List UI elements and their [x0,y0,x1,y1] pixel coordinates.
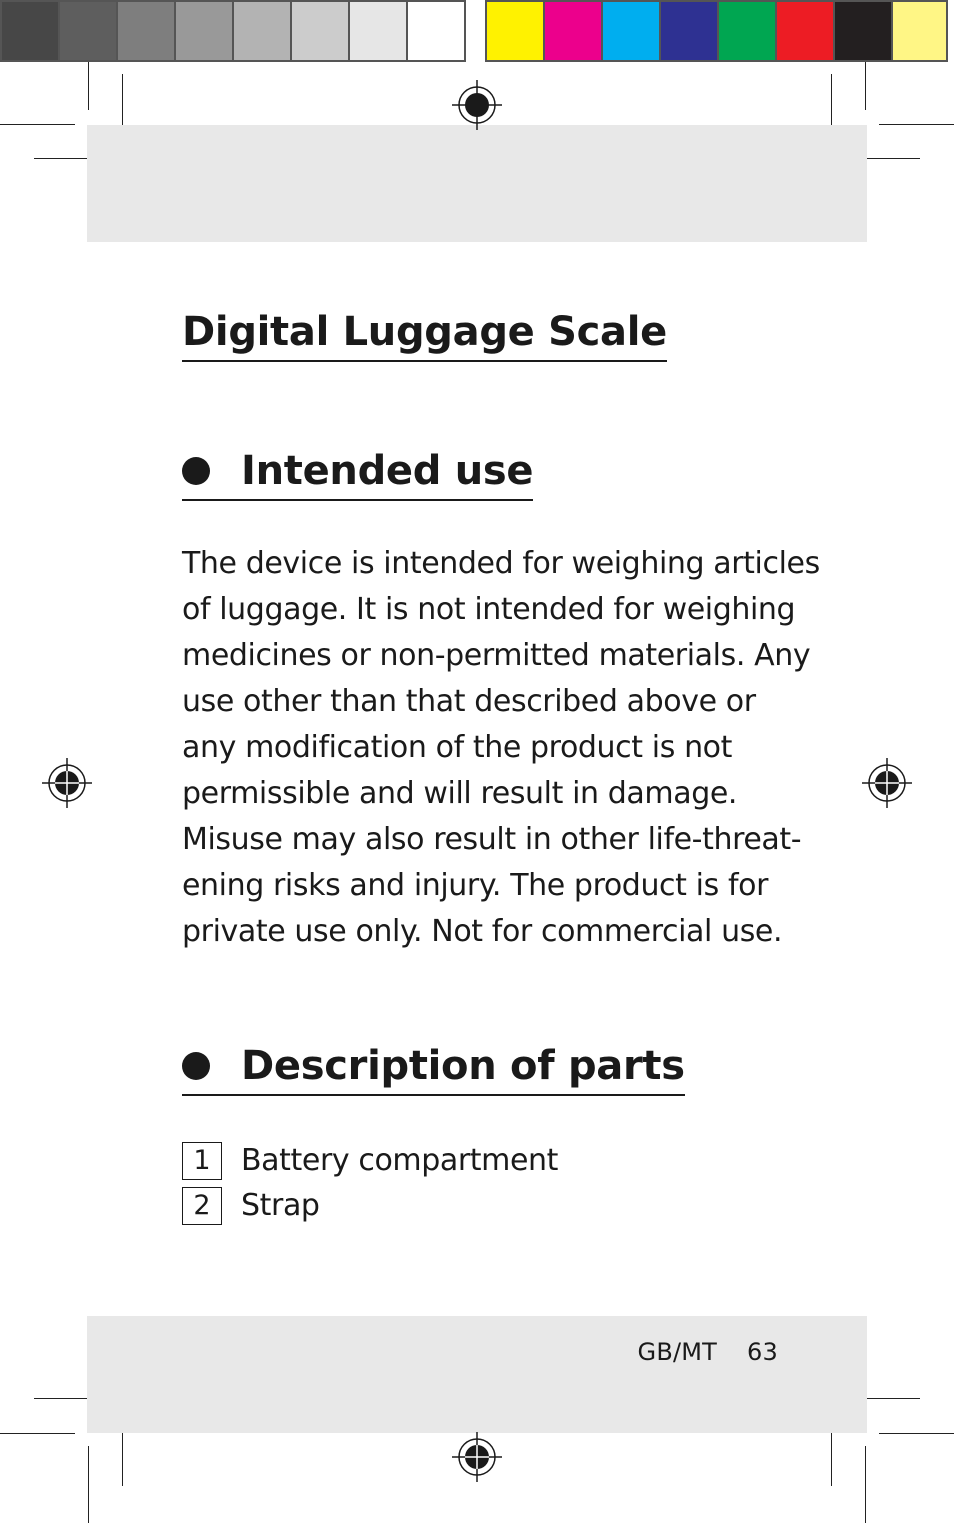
color-swatch [545,0,603,62]
crop-mark [879,124,954,125]
parts-list [182,1138,558,1228]
registration-crosshair-icon [42,758,92,808]
paragraph-line: any modification of the product is not [182,730,732,765]
list-item [182,1138,558,1183]
color-swatch [661,0,719,62]
paragraph-line: use other than that described above or [182,684,756,719]
gray-swatch [292,0,350,62]
part-label: Strap [241,1188,320,1223]
section-heading-text: Intended use [241,448,534,494]
intended-use-paragraph [182,541,820,955]
filled-circle-bullet-icon [182,457,210,485]
crop-mark [122,1424,123,1486]
registration-crosshair-icon [452,1432,502,1482]
part-label: Battery compartment [241,1143,559,1178]
color-swatch [485,0,545,62]
gray-swatch [0,0,60,62]
crop-mark [0,124,75,125]
page-title: Digital Luggage Scale [182,306,667,362]
color-swatch [719,0,777,62]
paragraph-line: private use only. Not for commercial use. [182,914,783,949]
crop-mark [0,1433,75,1434]
paragraph-line: Misuse may also result in other life-threat- [182,822,802,857]
crop-mark [865,1446,866,1523]
gray-swatch [118,0,176,62]
grayscale-calibration-strip [0,0,466,62]
footer-panel [87,1316,867,1433]
gray-swatch [234,0,292,62]
gray-swatch [60,0,118,62]
crop-mark [88,1446,89,1523]
page-number: 63 [747,1338,778,1366]
footer-locale: GB/MT [637,1338,718,1366]
gray-swatch [350,0,408,62]
paragraph-line: permissible and will result in damage. [182,776,738,811]
crop-mark [865,62,866,110]
color-swatch [777,0,835,62]
registration-crosshair-icon [452,80,502,130]
color-swatch [893,0,948,62]
part-number-box: 1 [182,1142,222,1180]
list-item [182,1183,558,1228]
process-color-calibration-strip [485,0,948,62]
section-heading-text: Description of parts [241,1043,685,1089]
color-swatch [835,0,893,62]
page-footer [638,1338,778,1366]
crop-mark [879,1433,954,1434]
gray-swatch [408,0,466,62]
paragraph-line: of luggage. It is not intended for weighing [182,592,796,627]
part-number-box: 2 [182,1187,222,1225]
header-panel [87,125,867,242]
paragraph-line: The device is intended for weighing articles [182,546,820,581]
crop-mark [88,62,89,110]
paragraph-line: ening risks and injury. The product is for [182,868,768,903]
registration-crosshair-icon [862,758,912,808]
color-swatch [603,0,661,62]
paragraph-line: medicines or non-permitted materials. Any [182,638,811,673]
filled-circle-bullet-icon [182,1052,210,1080]
crop-mark [831,1424,832,1486]
section-heading-intended-use [182,444,533,501]
section-heading-description-of-parts [182,1039,685,1096]
gray-swatch [176,0,234,62]
